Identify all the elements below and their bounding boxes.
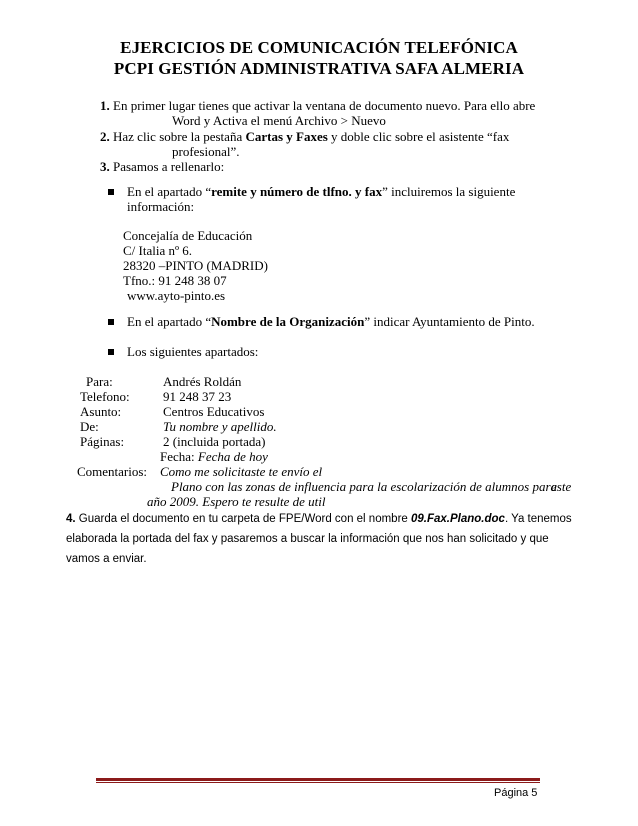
step-4-text-pre: Guarda el documento en tu carpeta de FPE/Word con el nombre — [78, 513, 411, 525]
bullet-square-icon — [108, 319, 114, 325]
bullet-3-line: Los siguientes apartados: — [127, 344, 259, 359]
field-comentarios-label: Comentarios: — [77, 464, 148, 479]
address-line: Tfno.: 91 248 38 07 — [123, 273, 227, 288]
field-fecha-value: Fecha de hoy — [197, 449, 268, 464]
bullet-square-icon — [108, 189, 114, 195]
field-fecha — [160, 449, 268, 465]
bullet-2-pre: En el apartado “ — [127, 314, 212, 329]
field-paginas-label: Páginas: — [80, 434, 125, 449]
address-url: www.ayto-pinto.es — [127, 288, 226, 303]
step-4-line2: elaborada la portada del fax y pasaremos a buscar la información que nos han solicitado y que — [66, 533, 549, 545]
step-2-text-post: y doble clic sobre el asistente “fax — [327, 129, 510, 144]
field-comentarios-line2-end: este — [551, 479, 572, 494]
footer-rule-thin — [96, 782, 540, 783]
step-1-line2: Word y Activa el menú Archivo > Nuevo — [172, 113, 386, 128]
bullet-2-post: ” indicar Ayuntamiento de Pinto. — [364, 314, 535, 329]
step-2-line2: profesional”. — [172, 144, 240, 159]
step-4-number: 4. — [66, 513, 76, 525]
field-comentarios-line1: Como me solicitaste te envío el — [160, 464, 323, 479]
step-2-number: 2. — [100, 129, 110, 144]
field-de-label: De: — [80, 419, 99, 434]
step-1-number: 1. — [100, 98, 110, 113]
field-telefono-label: Telefono: — [80, 389, 130, 404]
address-line: 28320 –PINTO (MADRID) — [123, 258, 268, 273]
field-asunto-label: Asunto: — [80, 404, 122, 419]
step-3-text: Pasamos a rellenarlo: — [113, 159, 225, 174]
bullet-2-line — [127, 314, 535, 330]
step-4-line3: vamos a enviar. — [66, 553, 147, 565]
page-number: Página 5 — [494, 787, 538, 799]
field-de-value: Tu nombre y apellido. — [163, 419, 277, 434]
step-2-text-pre: Haz clic sobre la pestaña — [113, 129, 246, 144]
footer-rule — [96, 778, 540, 781]
step-3-line — [100, 159, 224, 175]
address-line: Concejalía de Educación — [123, 228, 253, 243]
field-para-label: Para: — [86, 374, 113, 389]
address-line: C/ Italia nº 6. — [123, 243, 193, 258]
field-telefono-value: 91 248 37 23 — [163, 389, 232, 404]
step-1-text: En primer lugar tienes que activar la ventana de documento nuevo. Para ello abre — [113, 98, 536, 113]
step-3-number: 3. — [100, 159, 110, 174]
step-4-filename: 09.Fax.Plano.doc — [411, 513, 505, 525]
bullet-1-pre: En el apartado “ — [127, 184, 212, 199]
bullet-1-line2: información: — [127, 199, 195, 214]
step-4-line1 — [66, 511, 572, 527]
field-fecha-label: Fecha: — [160, 449, 195, 464]
bullet-1-line1 — [127, 184, 515, 200]
bullet-1-bold: remite y número de tlfno. y fax — [211, 184, 383, 199]
step-4-text-post: . Ya tenemos — [504, 513, 572, 525]
field-asunto-value: Centros Educativos — [163, 404, 265, 419]
field-comentarios-line2: Plano con las zonas de influencia para la escolarización de alumnos para — [171, 479, 558, 494]
document-title-line2: PCPI GESTIÓN ADMINISTRATIVA SAFA ALMERIA — [113, 59, 525, 78]
document-title-line1: EJERCICIOS DE COMUNICACIÓN TELEFÓNICA — [120, 38, 518, 57]
step-1-line1 — [100, 98, 535, 114]
bullet-square-icon — [108, 349, 114, 355]
step-2-text-bold: Cartas y Faxes — [245, 129, 328, 144]
field-para-value: Andrés Roldán — [163, 374, 242, 389]
bullet-1-post: ” incluiremos la siguiente — [382, 184, 516, 199]
bullet-2-bold: Nombre de la Organización — [211, 314, 365, 329]
field-paginas-value: 2 (incluida portada) — [163, 434, 266, 449]
step-2-line1 — [100, 129, 509, 145]
field-comentarios-line3: año 2009. Espero te resulte de util — [147, 494, 326, 509]
